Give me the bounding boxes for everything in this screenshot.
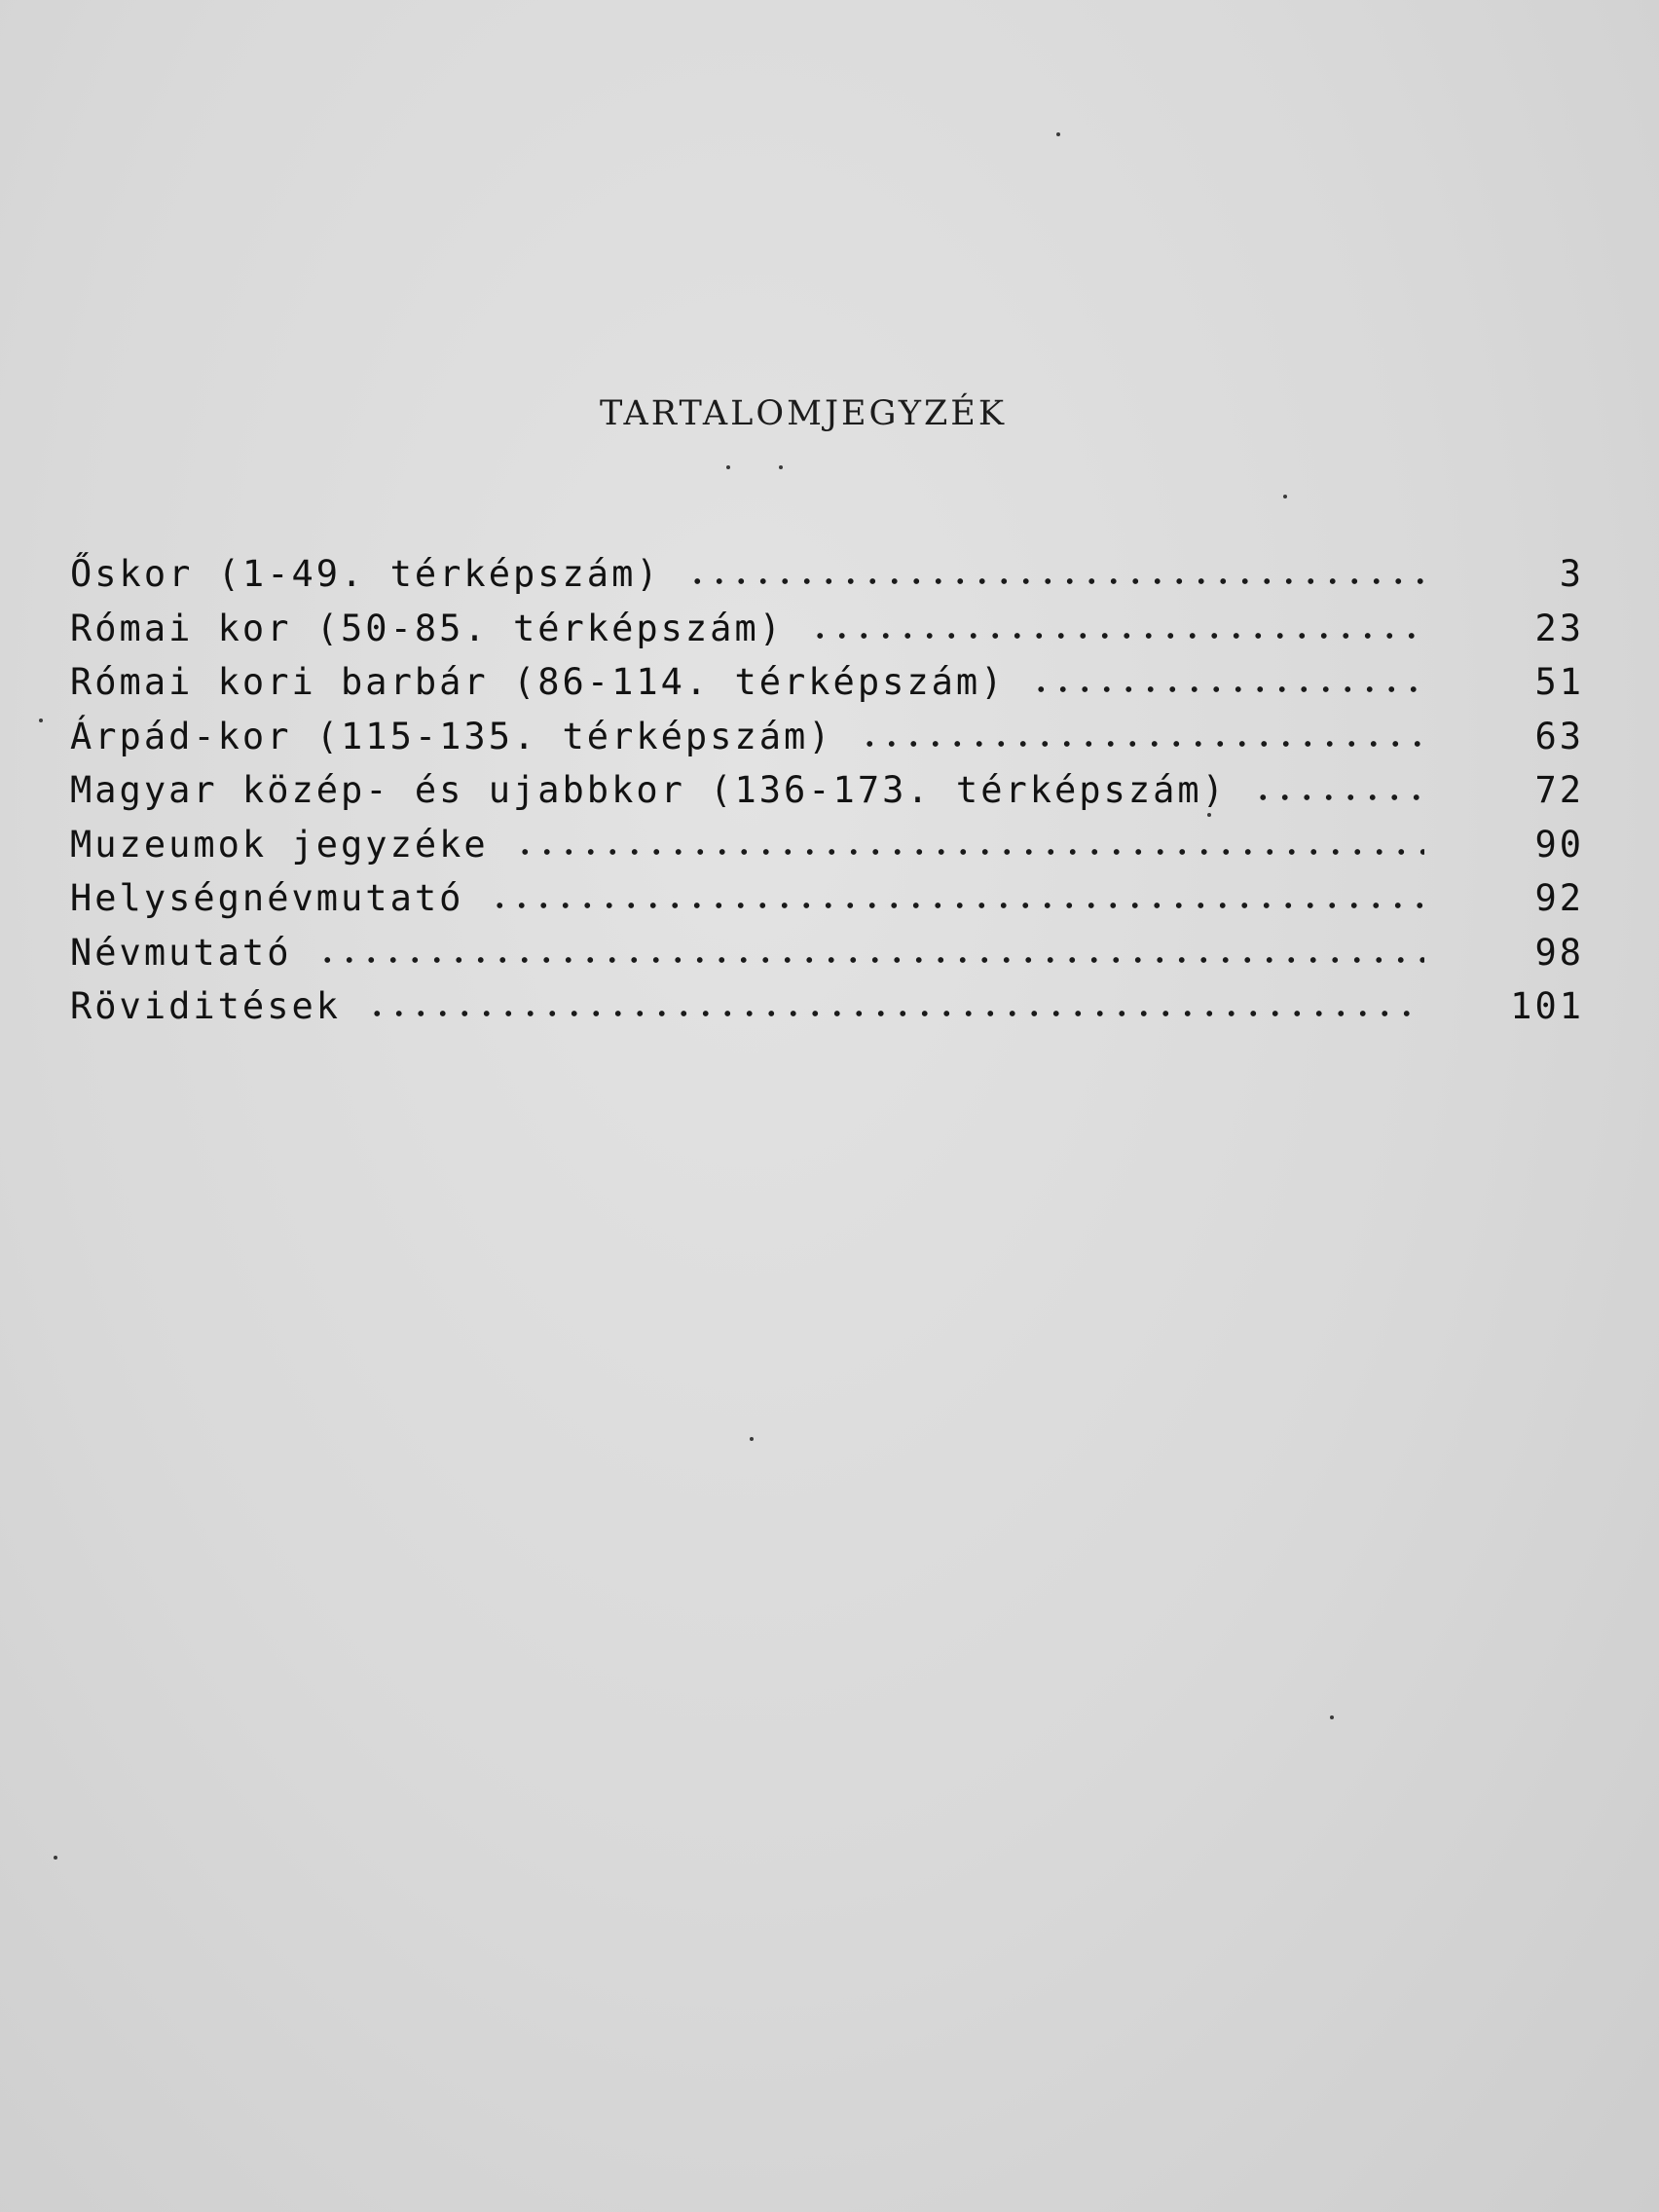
toc-entry-page: 72 [1534, 769, 1584, 811]
toc-entry-label: Helységnévmutató [70, 877, 464, 919]
toc-entry-muzeumok-jegyzeke [70, 824, 1584, 878]
paper-speck [1330, 1715, 1334, 1719]
paper-speck [726, 465, 730, 469]
toc-entry-nevmutato [70, 932, 1584, 986]
dot-leader [514, 834, 1424, 856]
dot-leader [366, 997, 1424, 1018]
dot-leader [859, 726, 1424, 748]
dot-leader [686, 565, 1424, 586]
toc-entry-page: 101 [1510, 985, 1584, 1027]
toc-entry-oskor [70, 553, 1584, 608]
toc-entry-page: 51 [1534, 661, 1584, 703]
toc-entry-page: 98 [1534, 931, 1584, 974]
toc-entry-label: Névmutató [70, 931, 292, 974]
toc-entry-helysegnevmutato [70, 877, 1584, 932]
paper-speck [1207, 813, 1211, 817]
toc-entry-label: Római kori barbár (86-114. térképszám) [70, 661, 1006, 703]
paper-speck [54, 1856, 57, 1860]
toc-entry-roviditesek [70, 985, 1584, 1040]
toc-entry-label: Muzeumok jegyzéke [70, 823, 489, 866]
paper-speck [779, 465, 783, 469]
toc-entry-page: 90 [1534, 823, 1584, 866]
paper-speck [1283, 495, 1287, 498]
dot-leader [489, 889, 1424, 910]
toc-entry-label: Röviditések [70, 985, 342, 1027]
toc-entry-romai-kori-barbar [70, 661, 1584, 716]
dot-leader [1252, 781, 1424, 802]
toc-entry-label: Magyar közép- és ujabbkor (136-173. térképszám) [70, 769, 1227, 811]
dot-leader [809, 618, 1424, 640]
paper-speck [39, 719, 43, 722]
paper-speck [750, 1437, 754, 1441]
toc-entry-page: 3 [1559, 553, 1584, 595]
toc-entry-page: 92 [1534, 877, 1584, 919]
toc-entry-page: 63 [1534, 715, 1584, 757]
toc-entry-label: Árpád-kor (115-135. térképszám) [70, 715, 833, 757]
dot-leader [316, 942, 1424, 964]
toc-entry-page: 23 [1534, 607, 1584, 649]
toc-entry-label: Őskor (1-49. térképszám) [70, 553, 661, 595]
toc-entry-label: Római kor (50-85. térképszám) [70, 607, 785, 649]
paper-speck [1056, 132, 1060, 136]
page-title: TARTALOMJEGYZÉK [600, 394, 1007, 433]
toc-entry-romai-kor [70, 608, 1584, 662]
dot-leader [1030, 673, 1424, 694]
toc-entry-magyar-kozep-es-ujabbkor [70, 769, 1584, 824]
toc-entry-arpad-kor [70, 716, 1584, 770]
table-of-contents [70, 553, 1584, 1040]
